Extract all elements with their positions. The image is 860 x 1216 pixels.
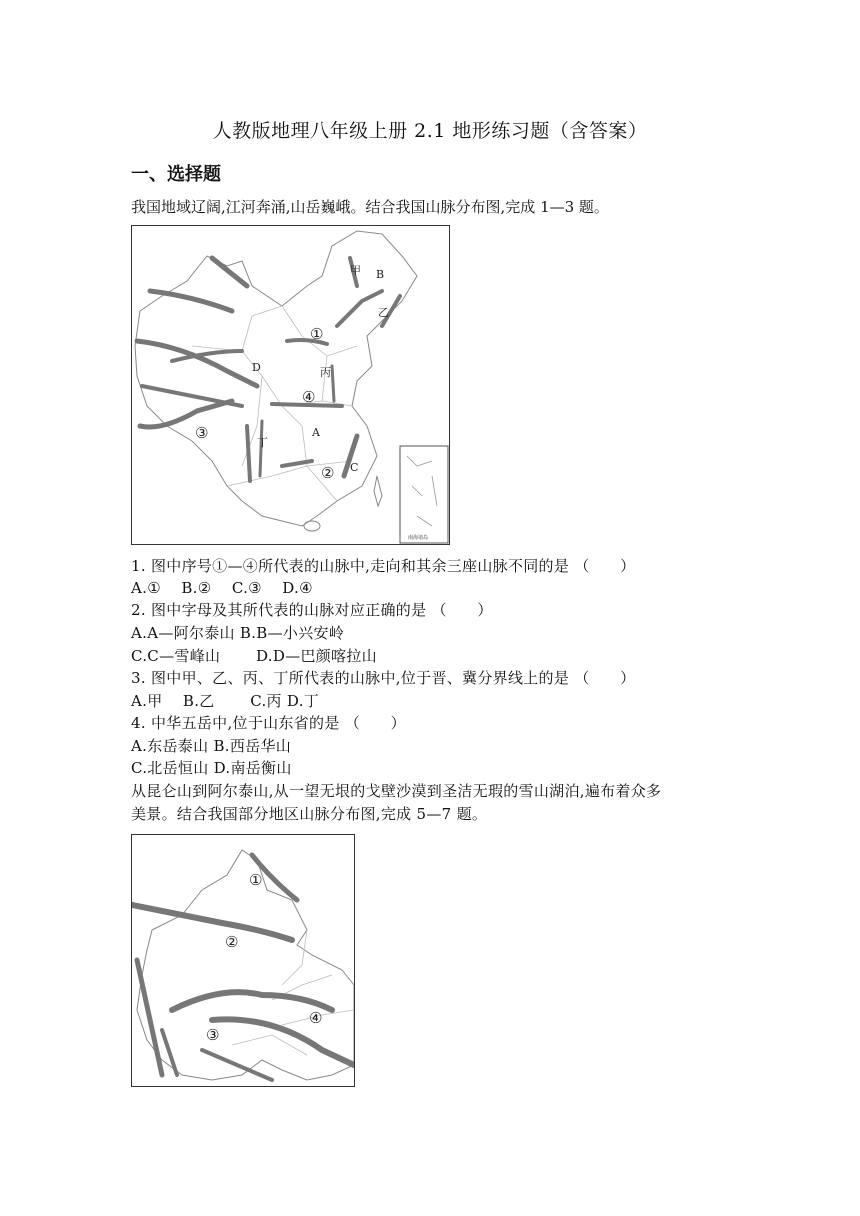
label-c: C	[350, 461, 359, 474]
label-n1: ①	[310, 325, 324, 343]
china-map-drawing	[132, 226, 449, 544]
region-mountain-map	[131, 834, 355, 1087]
question-4: 4. 中华五岳中,位于山东省的是 （ ）	[131, 714, 406, 732]
label-a: A	[312, 426, 320, 439]
label-n2: ②	[321, 464, 335, 482]
question-2: 2. 图中字母及其所代表的山脉对应正确的是 （ ）	[131, 601, 493, 619]
label-n4: ④	[309, 1009, 323, 1027]
question-1: 1. 图中序号①—④所代表的山脉中,走向和其余三座山脉不同的是 （ ）	[131, 557, 636, 575]
label-bing: 丙	[320, 366, 331, 379]
label-yi: 乙	[378, 306, 389, 319]
label-ding: 丁	[257, 436, 268, 449]
label-n3: ③	[195, 424, 209, 442]
section-heading: 一、选择题	[131, 164, 221, 185]
label-d: D	[252, 361, 261, 374]
question-2-options-b: C.C—雪峰山 D.D—巴颜喀拉山	[131, 647, 377, 665]
label-n4: ④	[302, 388, 316, 406]
china-mountain-map	[131, 225, 450, 545]
question-3: 3. 图中甲、乙、丙、丁所代表的山脉中,位于晋、冀分界线上的是 （ ）	[131, 669, 636, 687]
label-n1: ①	[249, 871, 263, 889]
intro-text-2-cont: 美景。结合我国部分地区山脉分布图,完成 5—7 题。	[131, 805, 488, 823]
question-4-options-b: C.北岳恒山 D.南岳衡山	[131, 759, 292, 777]
question-2-options-a: A.A—阿尔泰山 B.B—小兴安岭	[131, 624, 345, 642]
inset-label: 南海诸岛	[408, 535, 429, 541]
intro-text-2: 从昆仑山到阿尔泰山,从一望无垠的戈壁沙漠到圣洁无瑕的雪山湖泊,遍布着众多	[131, 782, 662, 800]
region-map-drawing	[132, 835, 354, 1086]
label-n2: ②	[225, 933, 239, 951]
page-title: 人教版地理八年级上册 2.1 地形练习题（含答案）	[212, 120, 648, 142]
question-1-options: A.① B.② C.③ D.④	[131, 579, 313, 597]
intro-text: 我国地域辽阔,江河奔涌,山岳巍峨。结合我国山脉分布图,完成 1—3 题。	[131, 198, 609, 216]
question-4-options-a: A.东岳泰山 B.西岳华山	[131, 737, 292, 755]
question-3-options: A.甲 B.乙 C.丙 D.丁	[131, 692, 320, 710]
label-b: B	[376, 268, 385, 281]
label-jia: 甲	[350, 264, 361, 277]
label-n3: ③	[206, 1026, 220, 1044]
